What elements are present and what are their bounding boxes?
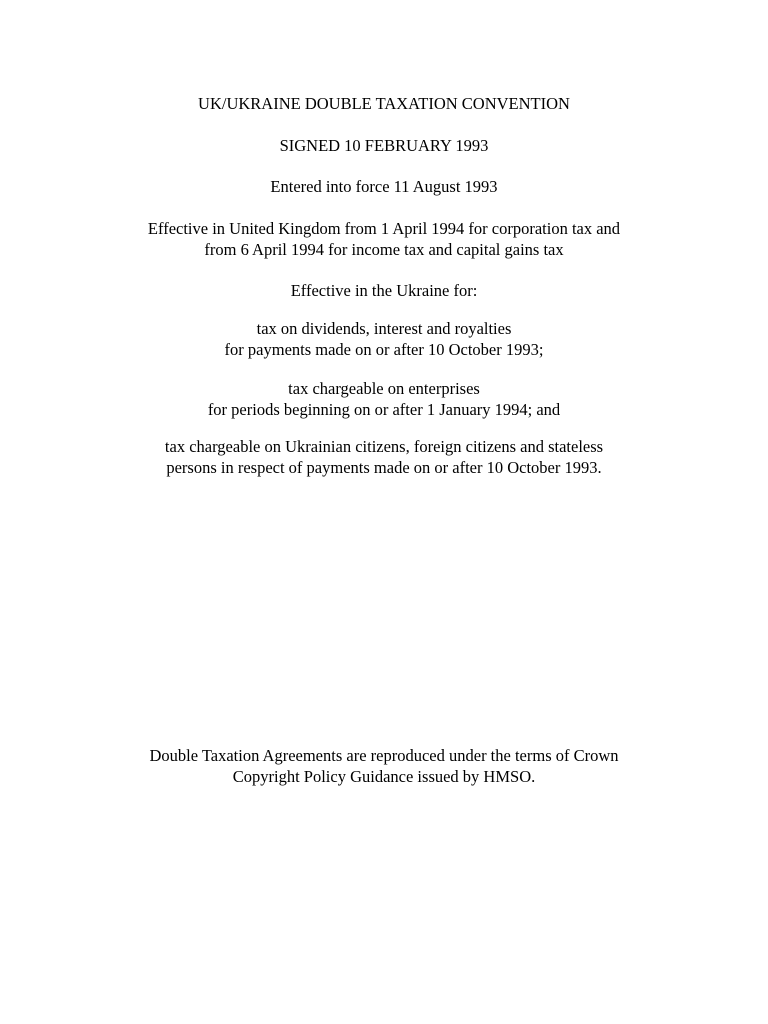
copyright-footer-line: Copyright Policy Guidance issued by HMSO. — [232, 767, 536, 786]
ukraine-item-line: tax chargeable on enterprises — [288, 379, 480, 398]
ukraine-item-dividends — [84, 318, 684, 360]
ukraine-item-line: persons in respect of payments made on or after 10 October 1993. — [166, 458, 602, 477]
effective-ukraine-heading-block — [84, 280, 684, 301]
ukraine-item-enterprises — [84, 378, 684, 420]
copyright-footer — [84, 745, 684, 787]
entry-into-force: Entered into force 11 August 1993 — [270, 177, 498, 196]
document-title-block — [84, 93, 684, 114]
effective-uk-line: Effective in United Kingdom from 1 April 1994 for corporation tax and — [147, 219, 621, 238]
ukraine-item-citizens — [84, 436, 684, 478]
ukraine-item-line: tax on dividends, interest and royalties — [256, 319, 512, 338]
ukraine-item-line: tax chargeable on Ukrainian citizens, foreign citizens and stateless — [164, 437, 604, 456]
ukraine-item-line: for periods beginning on or after 1 January 1994; and — [207, 400, 561, 419]
effective-uk-block — [84, 218, 684, 260]
copyright-footer-line: Double Taxation Agreements are reproduced under the terms of Crown — [149, 746, 619, 765]
ukraine-item-line: for payments made on or after 10 October 1993; — [224, 340, 544, 359]
signed-date: SIGNED 10 FEBRUARY 1993 — [279, 136, 489, 155]
signed-date-block — [84, 135, 684, 156]
effective-ukraine-heading: Effective in the Ukraine for: — [290, 281, 478, 300]
document-title: UK/UKRAINE DOUBLE TAXATION CONVENTION — [198, 94, 570, 113]
entry-into-force-block — [84, 176, 684, 197]
effective-uk-line: from 6 April 1994 for income tax and capital gains tax — [204, 240, 564, 259]
